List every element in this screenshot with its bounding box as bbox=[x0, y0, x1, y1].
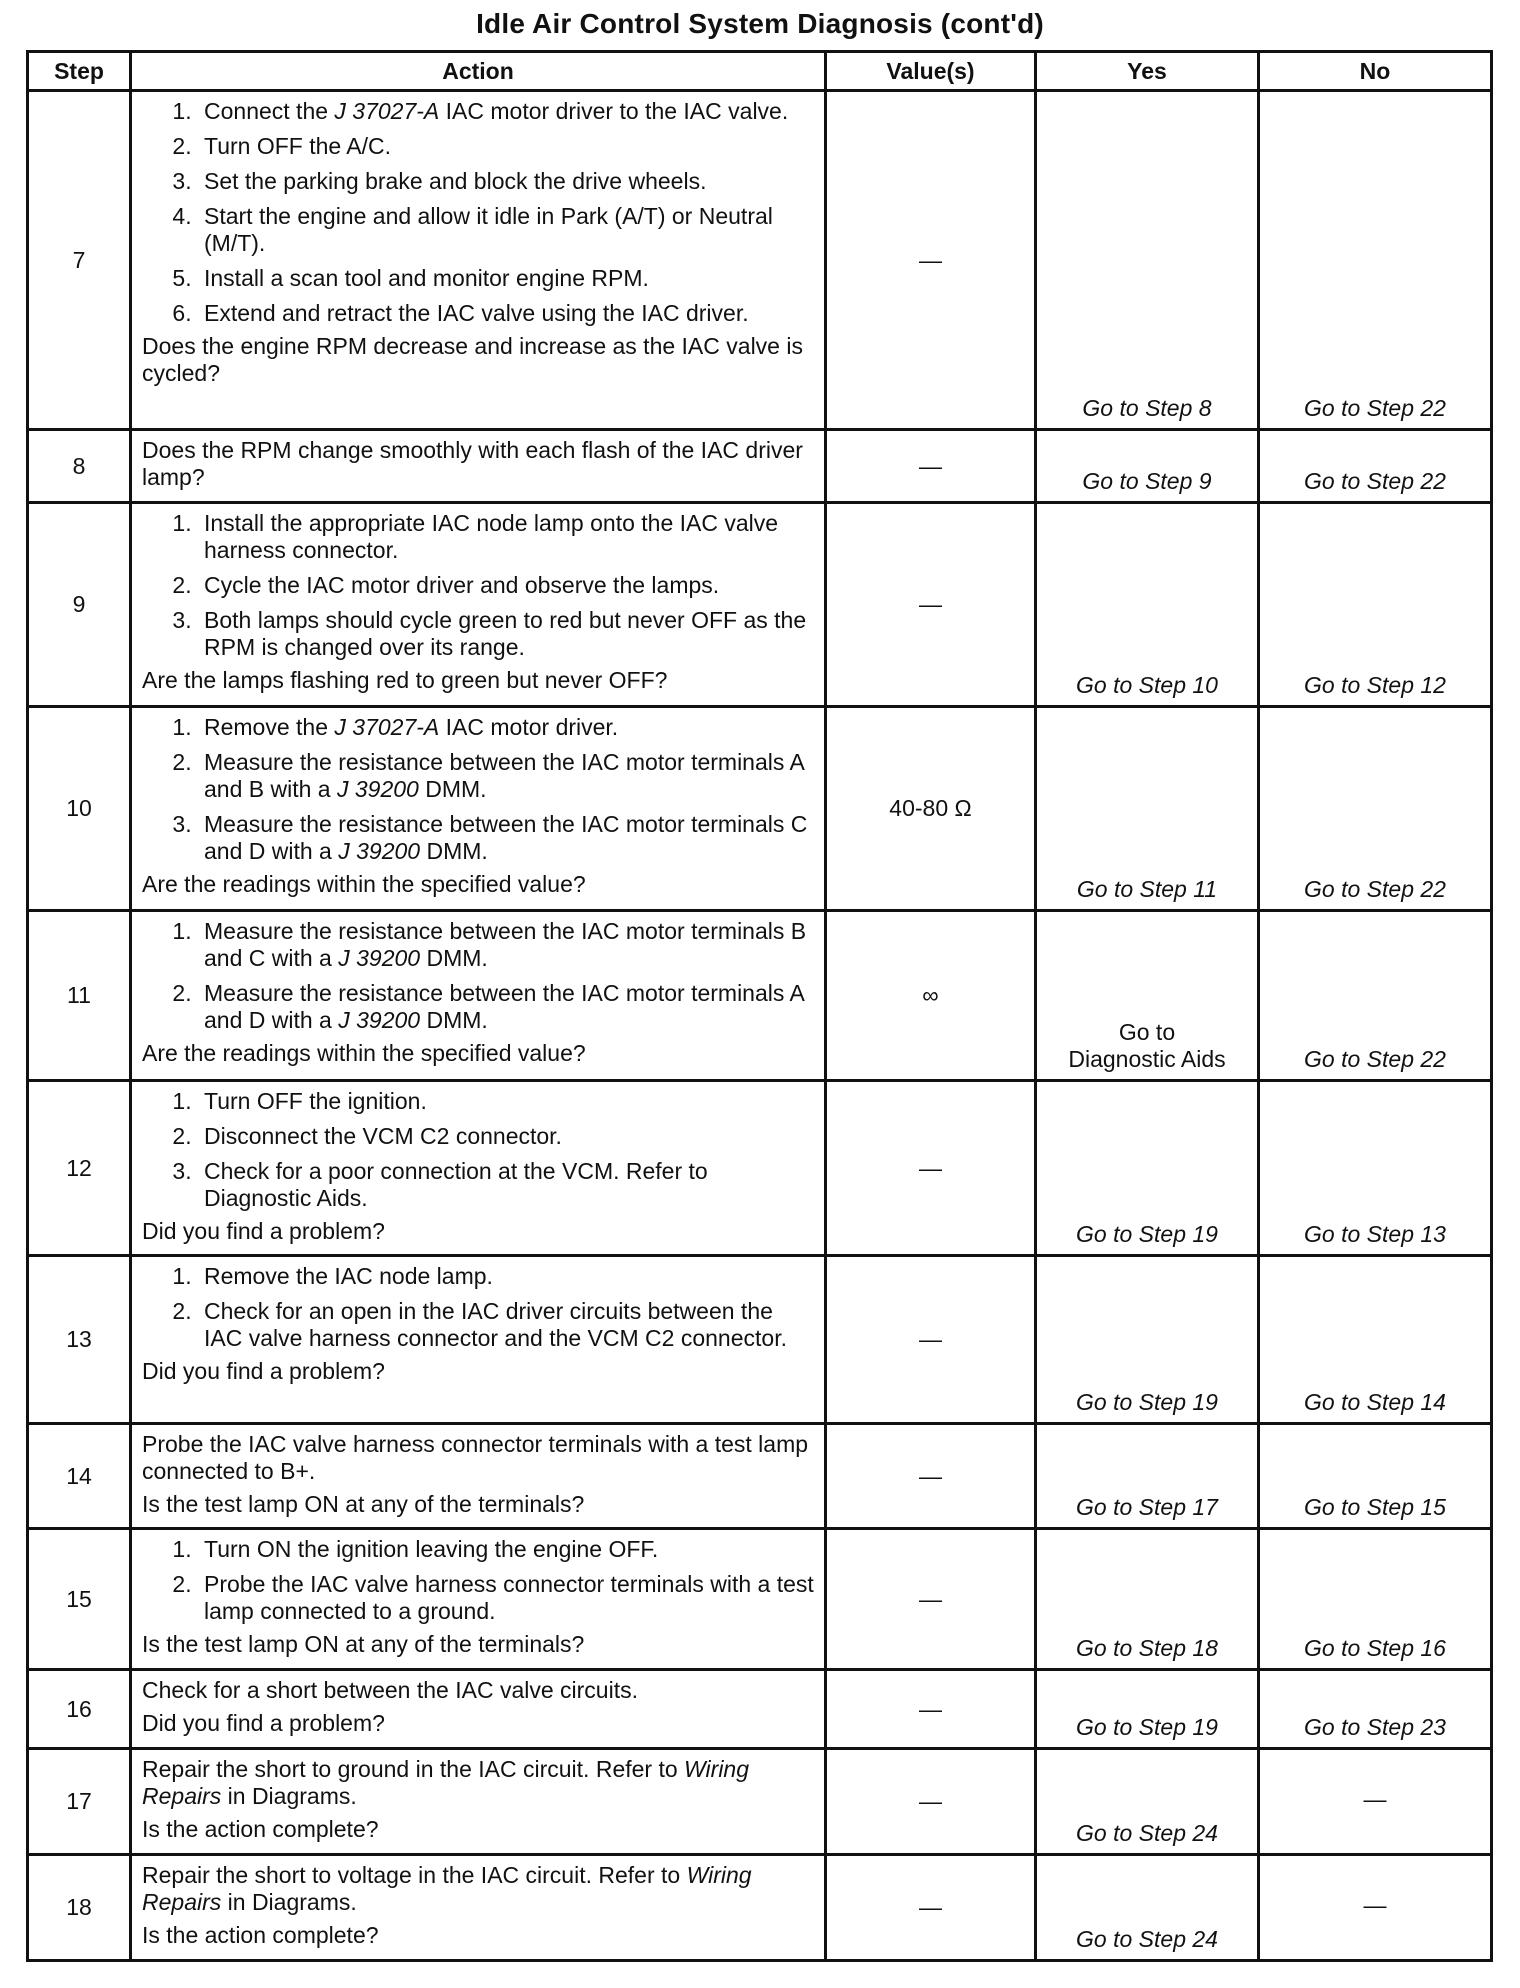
tool-reference: J 37027-A bbox=[334, 98, 440, 124]
action-step: 1. Install the appropriate IAC node lamp onto the IAC valve harness connector. bbox=[198, 510, 816, 564]
action-question: Does the engine RPM decrease and increase as the IAC valve is cycled? bbox=[142, 333, 803, 386]
table-row bbox=[28, 430, 1492, 503]
value-cell: — bbox=[826, 1855, 1036, 1961]
value-cell: — bbox=[826, 91, 1036, 430]
action-question: Is the action complete? bbox=[142, 1922, 379, 1948]
yes-cell: Go to Step 19 bbox=[1036, 1670, 1259, 1749]
table-row bbox=[28, 503, 1492, 707]
value-cell: — bbox=[826, 1749, 1036, 1855]
yes-cell: Go to Step 9 bbox=[1036, 430, 1259, 503]
action-step: 2. Cycle the IAC motor driver and observe the lamps. bbox=[198, 572, 816, 599]
no-cell: — bbox=[1259, 1855, 1492, 1961]
no-cell: — bbox=[1259, 1749, 1492, 1855]
action-question: Is the test lamp ON at any of the terminals? bbox=[142, 1491, 585, 1517]
no-cell: Go to Step 22 bbox=[1259, 91, 1492, 430]
table-row bbox=[28, 707, 1492, 911]
yes-cell: Go to Step 18 bbox=[1036, 1529, 1259, 1670]
action-step: 1. Connect the J 37027-A IAC motor driver to the IAC valve. bbox=[198, 98, 816, 125]
step-number: 13 bbox=[28, 1256, 131, 1424]
action-cell bbox=[131, 1529, 826, 1670]
action-question: Did you find a problem? bbox=[142, 1218, 385, 1244]
action-step-list bbox=[142, 1263, 816, 1352]
action-step-list bbox=[142, 714, 816, 865]
yes-cell: Go to Diagnostic Aids bbox=[1036, 911, 1259, 1081]
action-cell bbox=[131, 1081, 826, 1256]
yes-cell: Go to Step 19 bbox=[1036, 1256, 1259, 1424]
page-title: Idle Air Control System Diagnosis (cont'd) bbox=[476, 8, 1044, 39]
value-cell: — bbox=[826, 1424, 1036, 1529]
action-question: Are the lamps flashing red to green but never OFF? bbox=[142, 667, 668, 693]
tool-reference: J 39200 bbox=[338, 838, 421, 864]
step-number: 14 bbox=[28, 1424, 131, 1529]
action-question: Did you find a problem? bbox=[142, 1358, 385, 1384]
no-cell: Go to Step 13 bbox=[1259, 1081, 1492, 1256]
yes-cell: Go to Step 8 bbox=[1036, 91, 1259, 430]
header-yes: Yes bbox=[1036, 52, 1259, 91]
header-values: Value(s) bbox=[826, 52, 1036, 91]
action-step-list bbox=[142, 918, 816, 1034]
step-number: 15 bbox=[28, 1529, 131, 1670]
action-cell bbox=[131, 911, 826, 1081]
action-cell bbox=[131, 1424, 826, 1529]
action-step: 1. Turn OFF the ignition. bbox=[198, 1088, 816, 1115]
yes-cell: Go to Step 11 bbox=[1036, 707, 1259, 911]
action-step: 1. Measure the resistance between the IAC motor terminals B and C with a J 39200 DMM. bbox=[198, 918, 816, 972]
value-cell: ∞ bbox=[826, 911, 1036, 1081]
tool-reference: Wiring Repairs bbox=[142, 1756, 750, 1809]
table-row bbox=[28, 1424, 1492, 1529]
table-row bbox=[28, 1081, 1492, 1256]
table-row bbox=[28, 1670, 1492, 1749]
tool-reference: J 39200 bbox=[338, 945, 421, 971]
action-cell bbox=[131, 91, 826, 430]
step-number: 10 bbox=[28, 707, 131, 911]
action-text: Check for a short between the IAC valve circuits. bbox=[142, 1677, 638, 1703]
action-question: Did you find a problem? bbox=[142, 1710, 385, 1736]
step-number: 9 bbox=[28, 503, 131, 707]
yes-cell: Go to Step 19 bbox=[1036, 1081, 1259, 1256]
table-row bbox=[28, 1529, 1492, 1670]
no-cell: Go to Step 22 bbox=[1259, 911, 1492, 1081]
table-row bbox=[28, 1855, 1492, 1961]
action-cell bbox=[131, 1670, 826, 1749]
value-cell: — bbox=[826, 1256, 1036, 1424]
no-cell: Go to Step 14 bbox=[1259, 1256, 1492, 1424]
no-cell: Go to Step 16 bbox=[1259, 1529, 1492, 1670]
step-number: 11 bbox=[28, 911, 131, 1081]
table-body bbox=[28, 91, 1492, 1961]
action-step-list bbox=[142, 510, 816, 661]
table-row bbox=[28, 911, 1492, 1081]
action-question: Are the readings within the specified value? bbox=[142, 1040, 586, 1066]
no-cell: Go to Step 12 bbox=[1259, 503, 1492, 707]
header-step: Step bbox=[28, 52, 131, 91]
value-cell: — bbox=[826, 1670, 1036, 1749]
no-cell: Go to Step 23 bbox=[1259, 1670, 1492, 1749]
no-cell: Go to Step 15 bbox=[1259, 1424, 1492, 1529]
action-question: Is the test lamp ON at any of the terminals? bbox=[142, 1631, 585, 1657]
yes-cell: Go to Step 10 bbox=[1036, 503, 1259, 707]
step-number: 7 bbox=[28, 91, 131, 430]
table-row bbox=[28, 1749, 1492, 1855]
no-cell: Go to Step 22 bbox=[1259, 430, 1492, 503]
table-header-row bbox=[28, 52, 1492, 91]
action-step: 2. Check for an open in the IAC driver circuits between the IAC valve harness connector and the VCM C2 connector. bbox=[198, 1298, 816, 1352]
action-step: 3. Both lamps should cycle green to red but never OFF as the RPM is changed over its range. bbox=[198, 607, 816, 661]
action-step: 2. Measure the resistance between the IAC motor terminals A and D with a J 39200 DMM. bbox=[198, 980, 816, 1034]
action-step: 2. Disconnect the VCM C2 connector. bbox=[198, 1123, 816, 1150]
value-cell: 40-80 Ω bbox=[826, 707, 1036, 911]
step-number: 16 bbox=[28, 1670, 131, 1749]
action-text: Repair the short to voltage in the IAC circuit. Refer to Wiring Repairs in Diagrams. bbox=[142, 1862, 752, 1915]
action-step: 3. Check for a poor connection at the VCM. Refer to Diagnostic Aids. bbox=[198, 1158, 816, 1212]
action-step: 5. Install a scan tool and monitor engine RPM. bbox=[198, 265, 816, 292]
tool-reference: J 39200 bbox=[338, 1007, 421, 1033]
no-cell: Go to Step 22 bbox=[1259, 707, 1492, 911]
header-no: No bbox=[1259, 52, 1492, 91]
action-cell bbox=[131, 503, 826, 707]
action-step: 2. Measure the resistance between the IAC motor terminals A and B with a J 39200 DMM. bbox=[198, 749, 816, 803]
action-question: Is the action complete? bbox=[142, 1816, 379, 1842]
action-step: 1. Remove the J 37027-A IAC motor driver. bbox=[198, 714, 816, 741]
action-step: 1. Turn ON the ignition leaving the engine OFF. bbox=[198, 1536, 816, 1563]
action-step: 4. Start the engine and allow it idle in Park (A/T) or Neutral (M/T). bbox=[198, 203, 816, 257]
action-step: 3. Set the parking brake and block the drive wheels. bbox=[198, 168, 816, 195]
action-text: Repair the short to ground in the IAC circuit. Refer to Wiring Repairs in Diagrams. bbox=[142, 1756, 750, 1809]
step-number: 17 bbox=[28, 1749, 131, 1855]
tool-reference: J 39200 bbox=[336, 776, 419, 802]
action-step: 6. Extend and retract the IAC valve using the IAC driver. bbox=[198, 300, 816, 327]
step-number: 12 bbox=[28, 1081, 131, 1256]
action-step-list bbox=[142, 1536, 816, 1625]
action-cell bbox=[131, 707, 826, 911]
step-number: 8 bbox=[28, 430, 131, 503]
action-cell bbox=[131, 1256, 826, 1424]
action-text: Probe the IAC valve harness connector terminals with a test lamp connected to B+. bbox=[142, 1431, 809, 1484]
action-step: 2. Turn OFF the A/C. bbox=[198, 133, 816, 160]
action-cell bbox=[131, 1855, 826, 1961]
action-cell bbox=[131, 1749, 826, 1855]
action-step: 2. Probe the IAC valve harness connector terminals with a test lamp connected to a ground. bbox=[198, 1571, 816, 1625]
action-step: 3. Measure the resistance between the IAC motor terminals C and D with a J 39200 DMM. bbox=[198, 811, 816, 865]
table-row bbox=[28, 1256, 1492, 1424]
value-cell: — bbox=[826, 1081, 1036, 1256]
tool-reference: J 37027-A bbox=[334, 714, 440, 740]
action-text: Does the RPM change smoothly with each flash of the IAC driver lamp? bbox=[142, 437, 803, 490]
table-row bbox=[28, 91, 1492, 430]
diagnosis-table bbox=[26, 50, 1493, 1962]
yes-cell: Go to Step 24 bbox=[1036, 1855, 1259, 1961]
header-action: Action bbox=[131, 52, 826, 91]
action-question: Are the readings within the specified value? bbox=[142, 871, 586, 897]
action-step: 1. Remove the IAC node lamp. bbox=[198, 1263, 816, 1290]
value-cell: — bbox=[826, 503, 1036, 707]
action-step-list bbox=[142, 98, 816, 327]
step-number: 18 bbox=[28, 1855, 131, 1961]
tool-reference: Wiring Repairs bbox=[142, 1862, 752, 1915]
yes-cell: Go to Step 24 bbox=[1036, 1749, 1259, 1855]
action-cell bbox=[131, 430, 826, 503]
action-step-list bbox=[142, 1088, 816, 1212]
value-cell: — bbox=[826, 430, 1036, 503]
yes-cell: Go to Step 17 bbox=[1036, 1424, 1259, 1529]
value-cell: — bbox=[826, 1529, 1036, 1670]
